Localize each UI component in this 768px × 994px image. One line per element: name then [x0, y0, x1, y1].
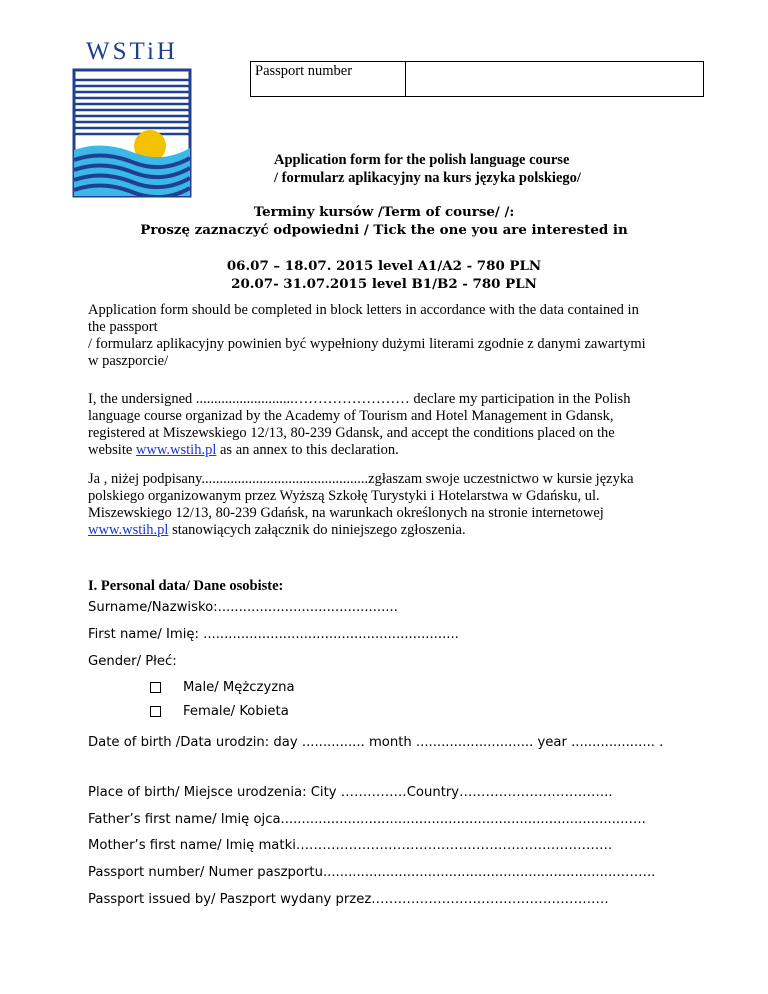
declaration-text: website: [88, 442, 136, 458]
male-label: Male/ Mężczyzna: [183, 680, 295, 695]
website-link[interactable]: www.wstih.pl: [135, 442, 217, 458]
term-options: [0, 257, 768, 293]
passport-number-field[interactable]: Passport number/ Numer paszportu.......................................................................……..: [88, 865, 656, 880]
form-title-line1: Application form for the polish language course: [274, 152, 570, 168]
gender-option-male[interactable]: [150, 680, 295, 695]
gender-option-female[interactable]: [150, 704, 289, 719]
personal-data-heading: I. Personal data/ Dane osobiste:: [88, 578, 284, 594]
male-checkbox[interactable]: [150, 682, 161, 693]
form-title: [274, 151, 581, 187]
term-heading-line1: Terminy kursów /Term of course/ /:: [253, 204, 515, 220]
declaration-line: [88, 442, 708, 459]
wstih-logo: [62, 38, 202, 198]
logo-emblem-icon: [72, 68, 192, 198]
passport-issued-by-field[interactable]: Passport issued by/ Paszport wydany przez………………………………………………: [88, 892, 609, 907]
term-heading: [0, 203, 768, 239]
female-checkbox[interactable]: [150, 706, 161, 717]
father-name-field[interactable]: Father’s first name/ Imię ojca...................................................................................….: [88, 812, 646, 827]
passport-number-box: [250, 61, 704, 97]
declaration-line: registered at Miszewskiego 12/13, 80-239 Gdansk, and accept the conditions placed on the: [88, 425, 615, 441]
instructions-line: w paszporcie/: [88, 353, 169, 369]
logo-text: WSTiH: [86, 38, 178, 65]
declaration-text: as an annex to this declaration.: [216, 442, 399, 458]
passport-box-label: Passport number: [251, 62, 406, 96]
term-option-2[interactable]: 20.07- 31.07.2015 level B1/B2 - 780 PLN: [231, 276, 537, 292]
first-name-field[interactable]: First name/ Imię: .............................................................: [88, 627, 459, 642]
form-title-line2: / formularz aplikacyjny na kurs języka polskiego/: [274, 170, 581, 186]
declaration-english: [88, 391, 708, 459]
female-label: Female/ Kobieta: [183, 704, 289, 719]
gender-label: Gender/ Płeć:: [88, 654, 177, 669]
declaration-line: [88, 522, 708, 539]
passport-box-value-field[interactable]: [406, 62, 703, 96]
declaration-line: I, the undersigned ...........................…………………… declare my participation in the Polish: [88, 391, 631, 407]
term-option-1[interactable]: 06.07 – 18.07. 2015 level A1/A2 - 780 PLN: [226, 258, 542, 274]
declaration-line: polskiego organizowanym przez Wyższą Szkołę Turystyki i Hotelarstwa w Gdańsku, ul.: [88, 488, 600, 504]
date-of-birth-field[interactable]: Date of birth /Data urodzin: day ............... month ............................ year .................... .: [88, 735, 664, 750]
declaration-line: Ja , niżej podpisany..............................................zgłaszam swoje uczestnictwo w kursie języka: [88, 471, 634, 487]
website-link[interactable]: www.wstih.pl: [88, 522, 169, 538]
instructions-line: Application form should be completed in block letters in accordance with the data contained in: [88, 302, 639, 318]
declaration-polish: [88, 471, 708, 539]
declaration-line: language course organizad by the Academy of Tourism and Hotel Management in Gdansk,: [88, 408, 614, 424]
declaration-line: Miszewskiego 12/13, 80-239 Gdańsk, na warunkach określonych na stronie internetowej: [88, 505, 604, 521]
place-of-birth-field[interactable]: Place of birth/ Miejsce urodzenia: City ……………Country……………………………..: [88, 785, 613, 800]
instructions-line: / formularz aplikacyjny powinien być wypełniony dużymi literami zgodnie z danymi zawartymi: [88, 336, 646, 352]
mother-name-field[interactable]: Mother’s first name/ Imię matki………………………………………………………………: [88, 838, 613, 853]
term-heading-line2: Proszę zaznaczyć odpowiedni / Tick the one you are interested in: [140, 222, 628, 238]
surname-field[interactable]: Surname/Nazwisko:...........................................: [88, 600, 398, 615]
declaration-text: stanowiących załącznik do niniejszego zgłoszenia.: [168, 522, 466, 538]
instructions-paragraph: [88, 302, 708, 370]
instructions-line: the passport: [88, 319, 158, 335]
